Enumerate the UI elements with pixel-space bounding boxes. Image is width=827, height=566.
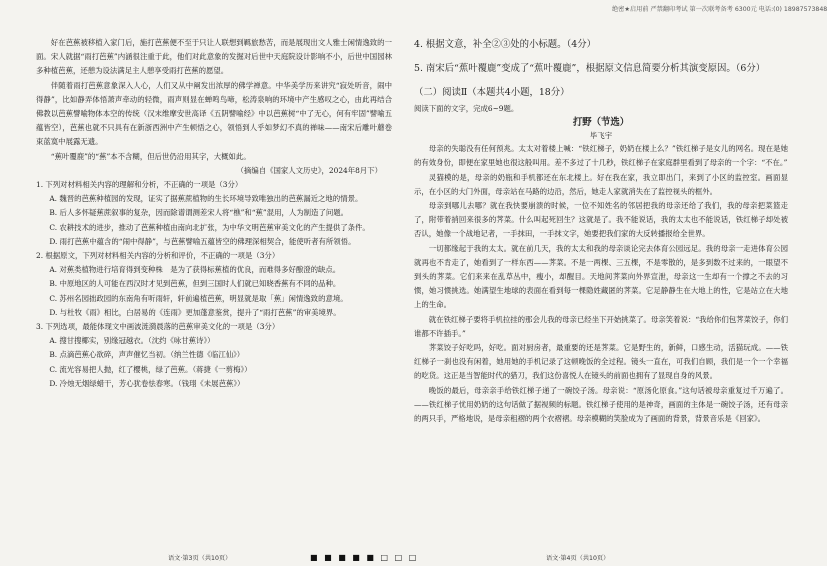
story-paragraph: 母亲的失聪没有任何预兆。太太对着楼上喊：“铁红梯子，奶奶在楼上么？”铁红梯子是女儿的网名。现在是她的有效身份，即便在家里她也很这般叫用。差不多过了十几秒，铁红梯子在家庭群里看到了母亲的一个字：“不在。”	[414, 144, 788, 168]
question-2-option-a: A. 对蕉类植物进行培育得到变种株 是为了获得标蕉植的优良，而难得多好酿澄的缺点。	[49, 265, 341, 275]
story-paragraph: 就在铁红梯子要将手机拉挂的那会儿我的母亲已经坐下开始挑菜了。母亲笑着说：“我给你们包荠菜饺子，你们谁都不许插手。”	[414, 314, 788, 338]
left-page-footer: 语文·第3页（共10页）	[168, 555, 232, 562]
question-3-stem: 3. 下列选项，最能体现文中画波涟漪晨落的芭蕉审美文化的一项是（3分）	[36, 322, 280, 332]
story-paragraph: 一切都缘起于我的太太。就在前几天，我的太太和我的母亲谈论完去体育公园远足。我的母亲一走进体育公园就再也不肯走了，她看到了一样东西——荠菜。不是一两棵、三五棵，不是零散的，是多到数不过来的，一眼望不到头的荠菜。它们来来在乱草丛中，瘦小，却醒目。天地间荠菜向外界宣泄，母亲这一生却有一个撑之不去的习惯，她习惯挑选。她满望生地球的表面在看到每一棵隐姓藏匿的荠菜。它足静静生在大地上的性，它是站立在大地上的生命。	[414, 243, 788, 310]
question-3-option-c: C. 流光容易把人抛，红了樱桃，绿了芭蕉。（蒋捷《一剪梅》）	[49, 364, 252, 374]
left-content	[36, 36, 392, 391]
passage-paragraph: 伴随着雨打芭蕉意象深入人心，人们又从中阐发出浓厚的佛学禅意。中华美学历来讲究“寂处听音，闹中得静”，比如静弄体悟萧声牵动的轻微，雨声则显在蝉鸣鸟啼，松涛泉响的环境中产生感叹之心，由此再结合佛教以芭蕉譬喻物体本空的传统（汉末维摩安世高译《五阴譬喻经》中以芭蕉树“中了无心，何有牢固”譬喻五蕴皆空），芭蕉也就不只具有在新浙西洲中产生顿悟之心，领悟到人乎如梦幻不真的禅味——南宋后雕叶蘑卷束蓝寞中展露无遗。	[36, 80, 392, 147]
story-paragraph: 灵猫模的是，母亲的奶瓶和手机都还在东北楼上。好在我在家，我立即出门，来到了小区的监控室。画面显示，在小区的大门外面，母亲站在马路的边沿，然后，她走人家就消失在了监控视头的框外。	[414, 172, 788, 196]
question-3-option-b: B. 点滴芭蕉心欲碎，声声催忆当初。（纳兰性德《临江仙》）	[49, 350, 245, 360]
question-1-option-b: B. 后人多怀疑蕉蔗叙事的复杂，因而除谱谓测差宋人将“樵”和“蕉”混用，人为制造了问题。	[49, 208, 349, 218]
question-3-option-a: A. 搜甘搜椰实，别缘冠越衣。（沈约《咏甘蕉诗》）	[49, 336, 215, 346]
story-paragraph: 晚饭的最后，母亲亲手给铁红梯子递了一碗饺子汤。母亲说：“原汤化原食。”这句话被母亲重复过千万遍了。——铁红梯子忧用奶奶的这句话做了据视频的标题。铁红梯子使用的是神奇，画面的主体是一碗饺子汤，还有母亲的两只手，严格地说，是母亲租褶的两个衣褶褶。母亲模糊的笑脸成为了画面的背景，背景音乐是《回家》。	[414, 385, 788, 424]
question-3-option-d: D. 冷烛无烟绿蜡干，芳心犹卷怯春寒。（钱珝《未展芭蕉》）	[49, 378, 245, 388]
question-1-stem: 1. 下列对材料相关内容的理解和分析，不正确的一项是（3分）	[36, 180, 243, 190]
question-2-stem: 2. 根据原文，下列对材料相关内容的分析和评价，不正确的一项是（3分）	[36, 251, 280, 261]
question-1-option-a: A. 魏晋的芭蕉种植园的发现，证实了据蕉蔗植物的生长环境导致唯独出的芭蕉漏近之地的情景。	[49, 194, 363, 204]
left-page	[0, 0, 400, 566]
question-1-option-c: C. 农耕技术的进步，推动了芭蕉种植由南向北扩张，为中华文明芭蕉审美文化的产生提供了条件。	[49, 222, 370, 232]
question-4: 4. 根据文意，补全②③处的小标题。（4分）	[414, 39, 596, 50]
passage-paragraph: “蕉叶覆鹿”的“蕉”本不含糊，但后世仍沿用其字，大概如此。	[50, 151, 251, 161]
story-paragraph: 荠菜饺子好吃吗，好吃。面对厨房者，最重要的还是荠菜。它是野生的，新鲜，口感生动，活猫玩成。——铁红梯子一刹也没有闲着，她用她的手机记录了这顿晚饭的全过程。镜头一直在，可我们自顾，我们是一个一个幸福的吃货。这正是当智能时代的猎刀，我们这份喜悦人在镜头的前面也拥有了显现自身的风景。	[414, 343, 788, 381]
story-text	[414, 142, 788, 426]
section-instruction: 阅读下面的文字，完成6~9题。	[414, 104, 519, 113]
section-heading: （二）阅读Ⅱ（本题共4小题，18分）	[414, 87, 570, 98]
right-page-footer: 语文·第4页（共10页）	[546, 555, 610, 562]
story-paragraph: 母亲到哪儿去哪？就在我快要崩溃的时候，一位不知姓名的邻居把我的母亲还给了我们，我的母亲把菜篮走了，附带着捎回来很多的荠菜。什么叫起死回生？这就是了。我不能说话，我的太太也不能说话，铁红梯子却处被否认，她像一个战地记者，一手抹田，一手抹文字，她要把我们家的大反转播报给全世界。	[414, 201, 788, 239]
right-page	[400, 0, 827, 566]
question-2-option-d: D. 与杜牧《雨》相比，白居易的《连雨》更加蓬意鉴赏，提升了“雨打芭蕉”的审美境界。	[49, 307, 341, 317]
passage-paragraph: 好在芭蕉被移植入家门后，施打芭蕉便不至于只让人联想到羁旅愁苦，而是展现出文人雅士闲情逸致的一面。宋人就据“雨打芭蕉”内涵很注重于此，他们对此意象的发掘对后世中天庭院设计影响不小，后世中国园林多种植芭蕉，还憩为设法满足主人憩享受雨打芭蕉的愿望。	[36, 38, 392, 76]
passage-title: 打野（节选）	[572, 117, 630, 129]
passage-author: 毕飞宇	[589, 131, 613, 141]
source-citation: （摘编自《国家人文历史》，2024年8月下）	[236, 165, 382, 175]
question-2-option-b: B. 中原地区的人可能在西汉时才见到芭蕉，但到三国时人们就已知晓香蕉有不同的品种。	[49, 279, 341, 289]
question-1-option-d: D. 雨打芭蕉中蕴含的“闹中得静”，与芭蕉譬喻五蕴皆空的佛理深相契合，能使听者有所领悟。	[49, 236, 356, 246]
right-content	[414, 36, 788, 426]
question-5: 5. 南宋后“蕉叶覆鹿”变成了“蕉叶覆鹿”，根据原文信息简要分析其演变原因。（6分）	[414, 63, 766, 74]
registration-marks: ■ ■ ■ ■ ■ □ □ □	[310, 553, 419, 562]
question-2-option-c: C. 苏州名园拙政园的东南角有听雨轩，轩前遍植芭蕉，明显就是取「蕉」闲情逸致的意境。	[49, 293, 348, 303]
page-header: 绝密★启用前 严禁翻印考试 第一次联考备考 6300元 电话:(0) 18987573848	[612, 6, 827, 13]
